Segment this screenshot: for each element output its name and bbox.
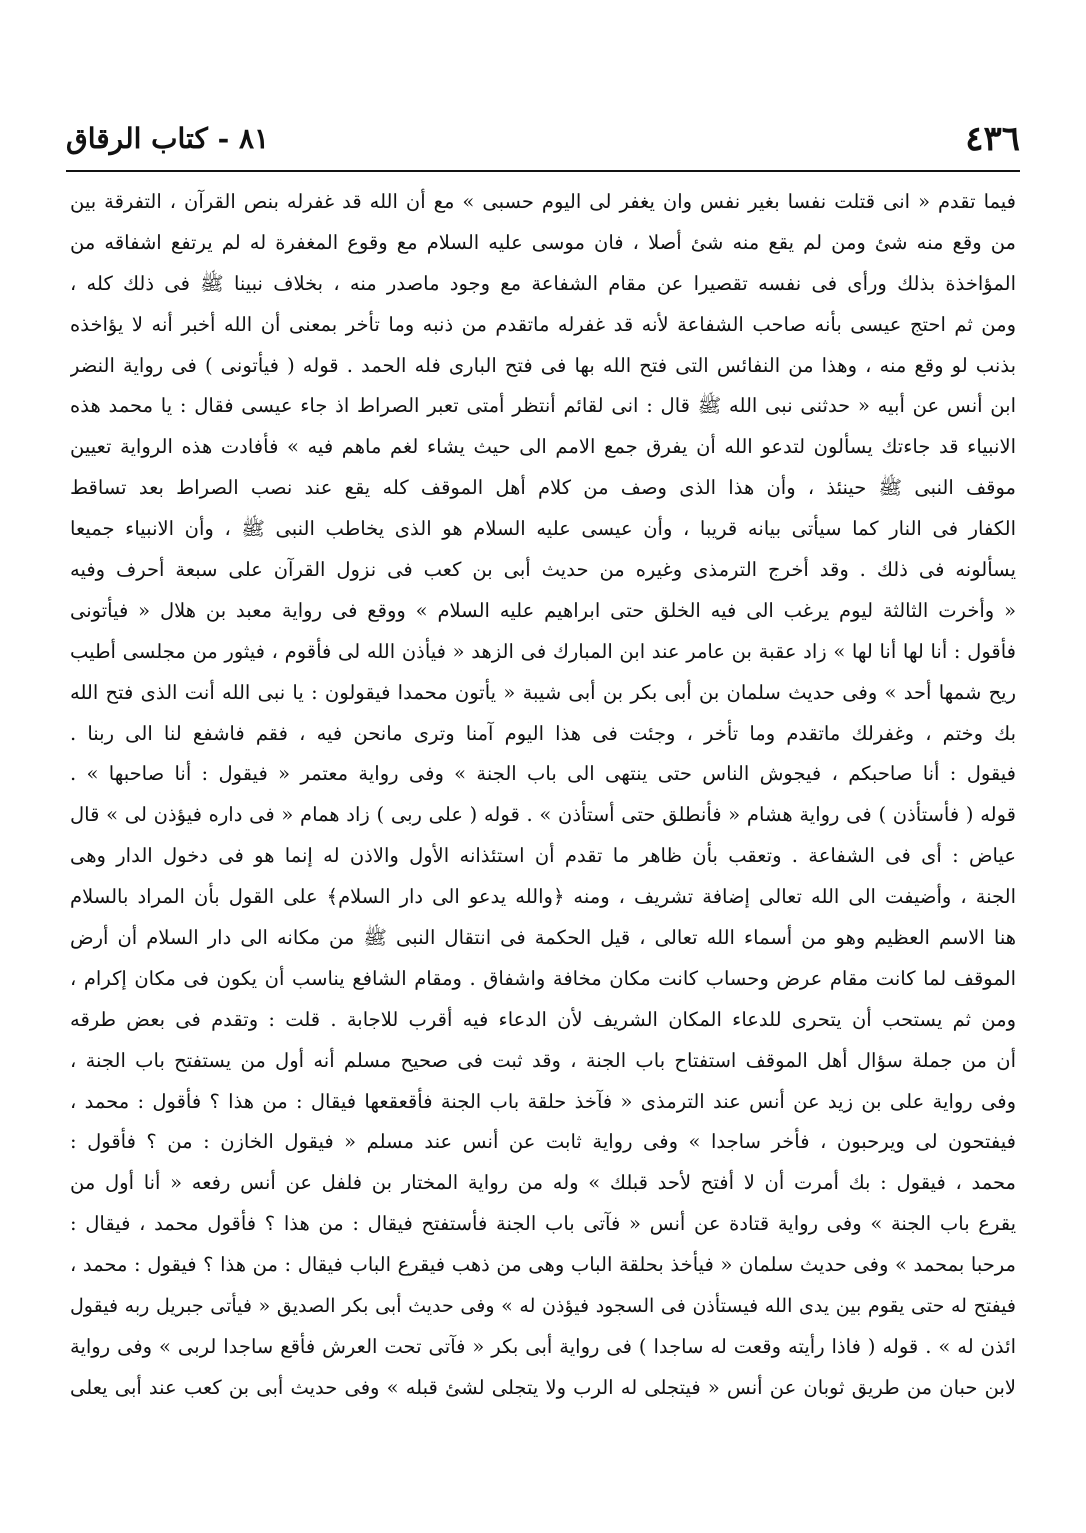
text-line: فيفتحون لى ويرحبون ، فأخر ساجدا » وفى رواية ثابت عن أنس عند مسلم « فيقول الخازن : من ؟ فأقول : (70, 1130, 1016, 1154)
text-line: قوله ( فأستأذن ) فى رواية هشام « فأنطلق حتى أستأذن » . قوله ( على ربى ) زاد همام « فى داره فيؤذن لى » قال (70, 803, 1016, 827)
running-title: ٨١ - كتاب الرقاق (66, 122, 270, 155)
text-line: الموقف لما كانت مقام عرض وحساب كانت مكان مخافة واشفاق . ومقام الشافع يناسب أن يكون فى مكان إكرام ، (70, 966, 1016, 990)
text-line: ائذن له » . قوله ( فاذا رأيته وقعت له ساجدا ) فى رواية أبى بكر « فآتى تحت العرش فأقع ساجدا لربى » وفى رواية (70, 1334, 1016, 1358)
text-line: أن من جملة سؤال أهل الموقف استفتاح باب الجنة ، وقد ثبت فى صحيح مسلم أنه أول من يستفتح باب الجنة ، (70, 1048, 1016, 1072)
text-line: ابن أنس عن أبيه « حدثنى نبى الله ﷺ قال : انى لقائم أنتظر أمتى تعبر الصراط اذ جاء عيسى فقال : يا محمد هذه (70, 394, 1016, 418)
text-line: الجنة ، وأضيفت الى الله تعالى إضافة تشريف ، ومنه ﴿والله يدعو الى دار السلام﴾ على القول بأن المراد بالسلام (70, 885, 1016, 909)
text-line: فيما تقدم « انى قتلت نفسا بغير نفس وان يغفر لى اليوم حسبى » مع أن الله قد غفرله بنص القرآن ، التفرقة بين (70, 190, 1016, 213)
header-rule (66, 170, 1020, 172)
text-line: بك وختم ، وغفرلك ماتقدم وما تأخر ، وجئت فى هذا اليوم آمنا وترى مانحن فيه ، فقم فاشفع لنا الى ربنا . (70, 721, 1016, 745)
text-line: يقرع باب الجنة » وفى رواية قتادة عن أنس « فآتى باب الجنة فأستفتح فيقال : من هذا ؟ فأقول محمد ، فيقال : (70, 1212, 1016, 1236)
body-text (70, 182, 1016, 1409)
text-line: هنا الاسم العظيم وهو من أسماء الله تعالى ، قيل الحكمة فى انتقال النبى ﷺ من مكانه الى دار السلام أن أرض (70, 926, 1016, 950)
text-line: ومن ثم يستحب أن يتحرى للدعاء المكان الشريف لأن الدعاء فيه أقرب للاجابة . قلت : وتقدم فى بعض طرقه (70, 1007, 1016, 1031)
text-line: لابن حبان من طريق ثوبان عن أنس « فيتجلى له الرب ولا يتجلى لشئ قبله » وفى حديث أبى بن كعب عند أبى يعلى (70, 1375, 1016, 1399)
page-number: ٤٣٦ (965, 119, 1020, 159)
text-line: المؤاخذة بذلك ورأى فى نفسه تقصيرا عن مقام الشفاعة مع وجود ماصدر منه ، بخلاف نبينا ﷺ فى ذلك كله ، (70, 271, 1016, 295)
text-line: فأقول : أنا لها أنا لها » زاد عقبة بن عامر عند ابن المبارك فى الزهد « فيأذن الله لى فأقوم ، فيثور من مجلسى أطيب (70, 639, 1016, 663)
text-line: ومن ثم احتج عيسى بأنه صاحب الشفاعة لأنه قد غفرله ماتقدم من ذنبه وما تأخر بمعنى أن الله أخبر أنه لا يؤاخذه (70, 312, 1016, 336)
text-line: من وقع منه شئ ومن لم يقع منه شئ أصلا ، فان موسى عليه السلام مع وقوع المغفرة له لم يرتفع اشفاقه من (70, 230, 1016, 254)
text-line: « وأخرت الثالثة ليوم يرغب الى فيه الخلق حتى ابراهيم عليه السلام » ووقع فى رواية معبد بن هلال « فيأتونى (70, 598, 1016, 622)
text-line: فيقول : أنا صاحبكم ، فيجوش الناس حتى ينتهى الى باب الجنة » وفى رواية معتمر « فيقول : أنا صاحبها » . (70, 762, 1016, 786)
text-line: بذنب لو وقع منه ، وهذا من النفائس التى فتح الله بها فى فتح البارى فله الحمد . قوله ( فيأتونى ) فى رواية النضر (70, 353, 1016, 377)
text-line: محمد ، فيقول : بك أمرت أن لا أفتح لأحد قبلك » وله من رواية المختار بن فلفل عن أنس رفعه « أنا أول من (70, 1171, 1016, 1195)
text-line: ريح شمها أحد » وفى حديث سلمان بن أبى بكر بن أبى شيبة « يأتون محمدا فيقولون : يا نبى الله أنت الذى فتح الله (70, 680, 1016, 704)
page-header (66, 112, 1020, 166)
text-line: وفى رواية على بن زيد عن أنس عند الترمذى « فآخذ حلقة باب الجنة فأقعقعها فيقال : من هذا ؟ فأقول : محمد ، (70, 1089, 1016, 1113)
text-line: موقف النبى ﷺ حينئذ ، وأن هذا الذى وصف من كلام أهل الموقف كله يقع عند نصب الصراط بعد تساقط (70, 476, 1016, 500)
text-line: مرحبا بمحمد » وفى حديث سلمان « فيأخذ بحلقة الباب وهى من ذهب فيقرع الباب فيقال : من هذا ؟ فيقول : محمد ، (70, 1253, 1016, 1277)
text-line: الانبياء قد جاءتك يسألون لتدعو الله أن يفرق جمع الامم الى حيث يشاء لغم ماهم فيه » فأفادت هذه الرواية تعيين (70, 435, 1016, 459)
text-line: الكفار فى النار كما سيأتى بيانه قريبا ، وأن عيسى عليه السلام هو الذى يخاطب النبى ﷺ ، وأن الانبياء جميعا (70, 517, 1016, 541)
text-line: عياض : أى فى الشفاعة . وتعقب بأن ظاهر ما تقدم أن استئذانه الأول والاذن له إنما هو فى دخول الدار وهى (70, 844, 1016, 868)
text-line: فيفتح له حتى يقوم بين يدى الله فيستأذن فى السجود فيؤذن له » وفى حديث أبى بكر الصديق « فيأتى جبريل ربه فيقول (70, 1295, 1016, 1318)
text-line: يسألونه فى ذلك . وقد أخرج الترمذى وغيره من حديث أبى بن كعب فى نزول القرآن على سبعة أحرف وفيه (70, 558, 1016, 582)
